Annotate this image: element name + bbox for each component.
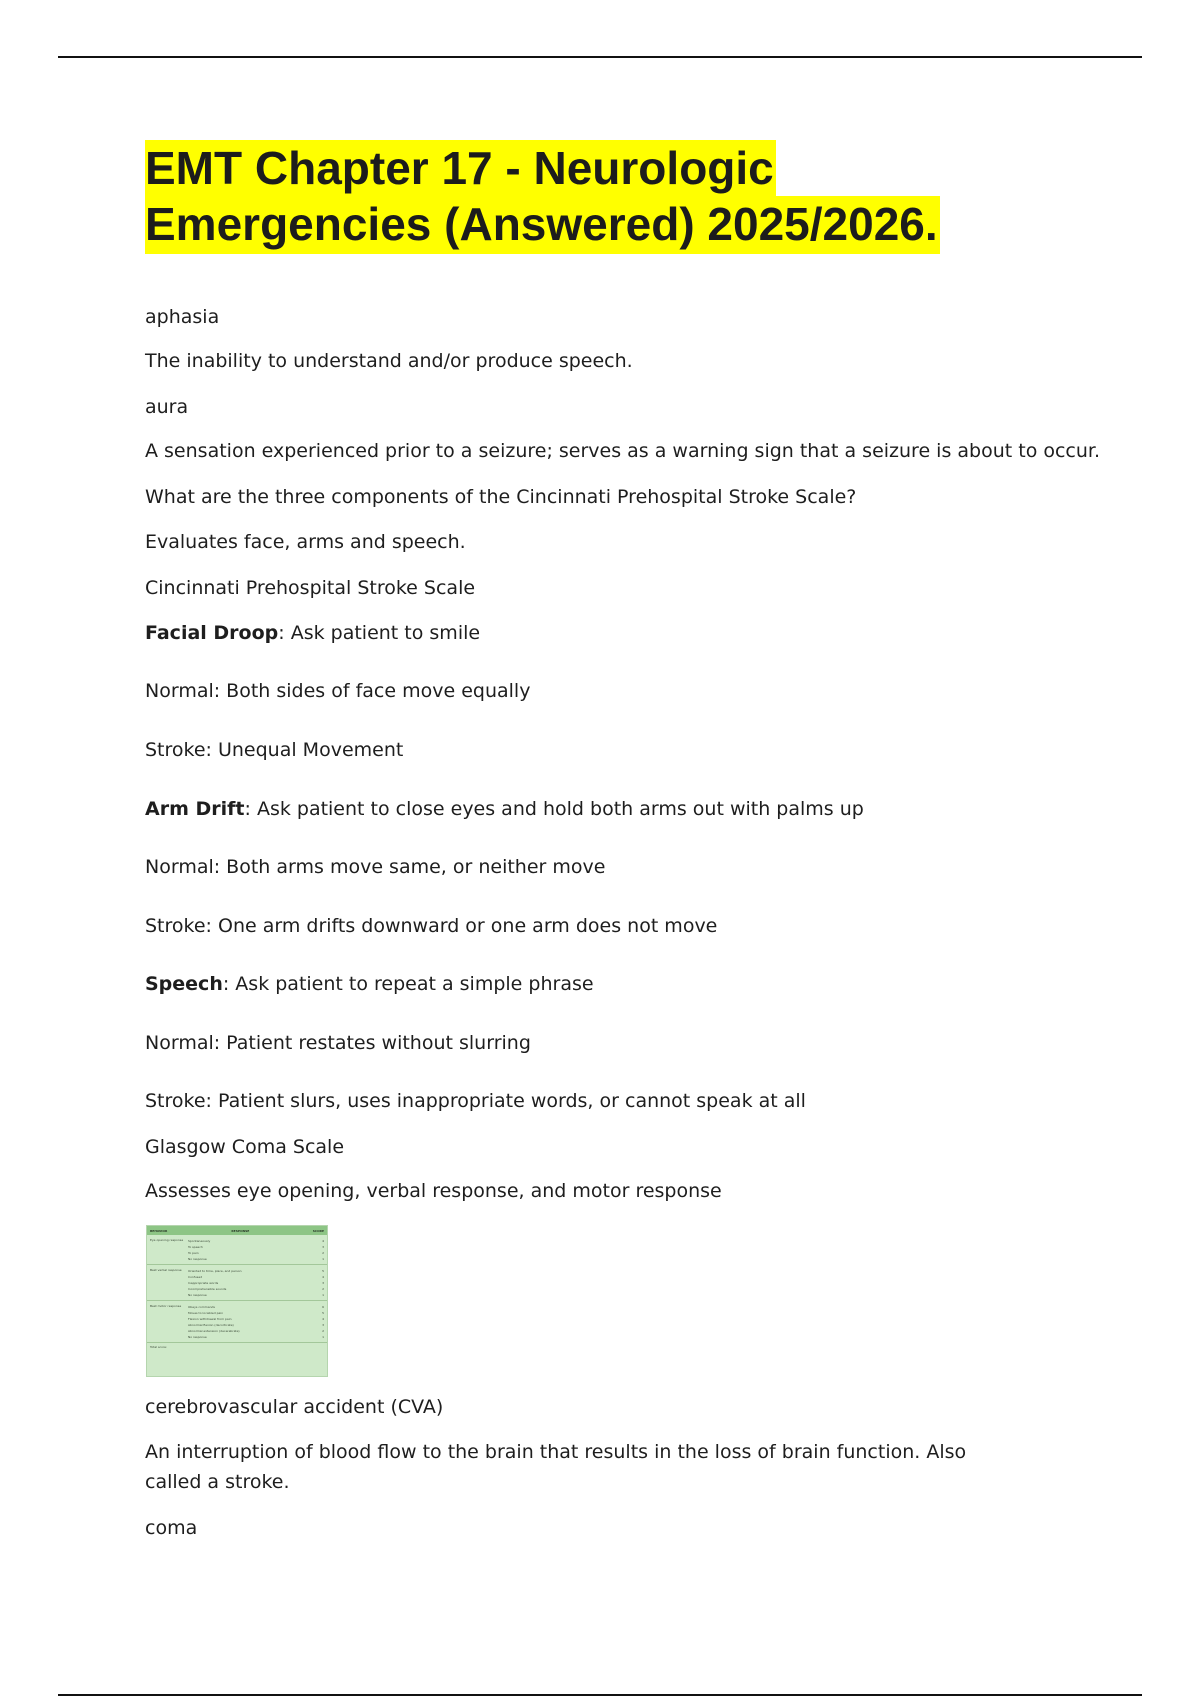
definition-aura: A sensation experienced prior to a seizure; serves as a warning sign that a seizure is about to occur.: [145, 440, 1101, 462]
cpss-arm-drift: [145, 794, 864, 824]
arm-drift-normal: Normal: Both arms move same, or neither move: [145, 856, 606, 878]
gcs-score: 4: [322, 1317, 324, 1321]
arm-drift-instruction: : Ask patient to close eyes and hold both arms out with palms up: [244, 798, 864, 820]
term-cva: cerebrovascular accident (CVA): [145, 1396, 444, 1418]
gcs-response: Moves to localized pain: [188, 1311, 224, 1315]
gcs-response: Abnormal flexion (decorticate): [188, 1323, 234, 1327]
definition-gcs: Assesses eye opening, verbal response, and motor response: [145, 1180, 722, 1202]
question-cpss-components: What are the three components of the Cincinnati Prehospital Stroke Scale?: [145, 486, 857, 508]
facial-droop-instruction: : Ask patient to smile: [278, 622, 481, 644]
gcs-row: [188, 1256, 324, 1262]
term-cpss: Cincinnati Prehospital Stroke Scale: [145, 577, 476, 599]
gcs-response: No response: [188, 1293, 207, 1297]
gcs-response: Confused: [188, 1275, 203, 1279]
gcs-response: Incomprehensible sounds: [188, 1287, 227, 1291]
gcs-score: 2: [322, 1287, 324, 1291]
document-title: [145, 140, 1045, 252]
gcs-category: Best verbal response: [150, 1268, 182, 1272]
definition-aphasia: The inability to understand and/or produce speech.: [145, 350, 633, 372]
gcs-score: 2: [322, 1251, 324, 1255]
arm-drift-label: Arm Drift: [145, 798, 245, 820]
gcs-response: No response: [188, 1257, 207, 1261]
gcs-header-behavior: BEHAVIOR: [150, 1228, 168, 1233]
term-aphasia: aphasia: [145, 306, 220, 328]
gcs-row: [188, 1292, 324, 1298]
arm-drift-stroke: Stroke: One arm drifts downward or one arm does not move: [145, 915, 718, 937]
top-rule: [58, 56, 1142, 58]
cpss-speech: [145, 969, 594, 999]
title-line-2: Emergencies (Answered) 2025/2026.: [145, 196, 940, 254]
facial-droop-stroke: Stroke: Unequal Movement: [145, 739, 404, 761]
gcs-score: 1: [322, 1293, 324, 1297]
gcs-score: 1: [322, 1335, 324, 1339]
speech-instruction: : Ask patient to repeat a simple phrase: [222, 973, 594, 995]
gcs-score: 4: [322, 1239, 324, 1243]
term-aura: aura: [145, 396, 189, 418]
gcs-table-image: [146, 1225, 328, 1377]
gcs-row: [188, 1334, 324, 1340]
gcs-response: Spontaneously: [188, 1239, 211, 1243]
gcs-score: 1: [322, 1257, 324, 1261]
cpss-facial-droop: [145, 618, 480, 648]
answer-cpss-components: Evaluates face, arms and speech.: [145, 531, 466, 553]
gcs-response: Abnormal extension (decerebrate): [188, 1329, 240, 1333]
title-line-1: EMT Chapter 17 - Neurologic: [145, 140, 776, 198]
gcs-score: 6: [322, 1305, 324, 1309]
gcs-response: Obeys commands: [188, 1305, 215, 1309]
gcs-score: 3: [322, 1323, 324, 1327]
gcs-response: Inappropriate words: [188, 1281, 219, 1285]
gcs-response: Oriented to time, place, and person: [188, 1269, 242, 1273]
bottom-rule: [58, 1694, 1142, 1696]
gcs-group: [147, 1265, 327, 1301]
gcs-header-score: SCORE: [312, 1228, 324, 1233]
gcs-response: No response: [188, 1335, 207, 1339]
speech-label: Speech: [145, 973, 223, 995]
gcs-score: 2: [322, 1329, 324, 1333]
gcs-table-header: [147, 1226, 327, 1235]
facial-droop-normal: Normal: Both sides of face move equally: [145, 680, 531, 702]
gcs-score: 3: [322, 1281, 324, 1285]
gcs-response: To pain: [188, 1251, 199, 1255]
gcs-score: 3: [322, 1245, 324, 1249]
gcs-category: Best motor response: [150, 1304, 182, 1308]
gcs-score: 5: [322, 1269, 324, 1273]
gcs-category: Eye opening response: [150, 1238, 184, 1242]
facial-droop-label: Facial Droop: [145, 622, 279, 644]
gcs-response: Flexion withdrawal from pain: [188, 1317, 232, 1321]
gcs-group: [147, 1301, 327, 1343]
term-gcs: Glasgow Coma Scale: [145, 1136, 345, 1158]
term-coma: coma: [145, 1517, 198, 1539]
gcs-response: To speech: [188, 1245, 203, 1249]
gcs-score: 5: [322, 1311, 324, 1315]
gcs-group: [147, 1235, 327, 1265]
speech-normal: Normal: Patient restates without slurring: [145, 1032, 531, 1054]
definition-cva: An interruption of blood flow to the brain that results in the loss of brain function. Also called a stroke.: [145, 1441, 967, 1493]
gcs-score: 4: [322, 1275, 324, 1279]
gcs-table-footer: Total score:: [150, 1345, 168, 1349]
gcs-header-response: RESPONSE: [231, 1228, 250, 1233]
speech-stroke: Stroke: Patient slurs, uses inappropriate words, or cannot speak at all: [145, 1090, 806, 1112]
